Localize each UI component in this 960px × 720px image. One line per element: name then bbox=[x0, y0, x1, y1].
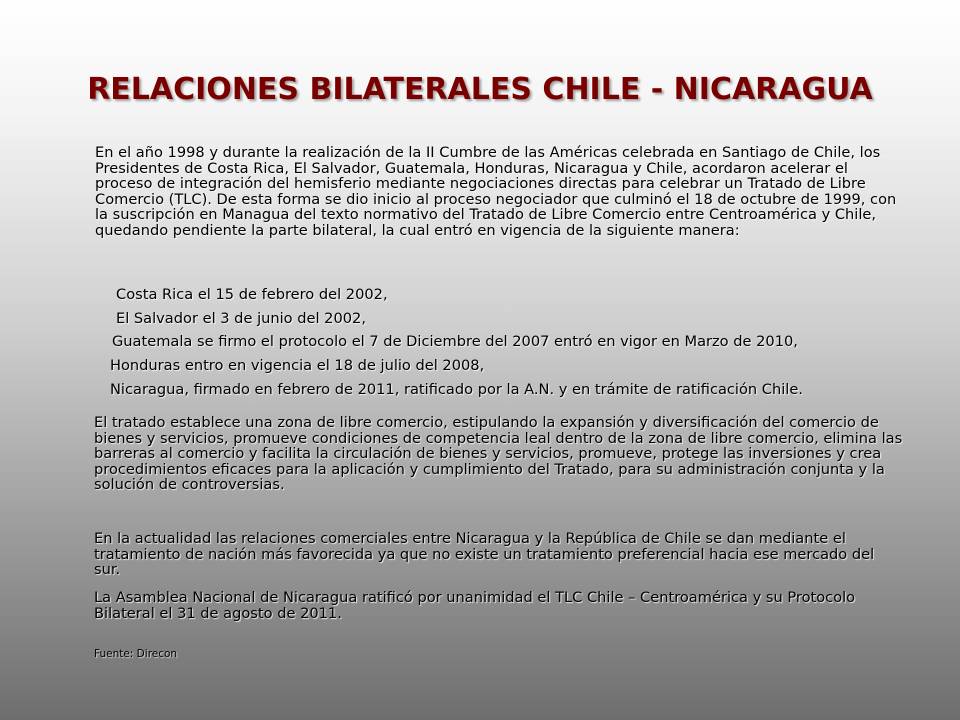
source-note: Fuente: Direcon bbox=[94, 648, 178, 660]
ratification-paragraph: La Asamblea Nacional de Nicaragua ratificó por unanimidad el TLC Chile – Centroamérica y su Protocolo Bilateral el 31 de agosto de 2011. bbox=[94, 589, 856, 622]
country-entry-list bbox=[110, 283, 870, 402]
country-entry-costa-rica: Costa Rica el 15 de febrero del 2002, bbox=[116, 286, 388, 303]
current-relations-paragraph: En la actualidad las relaciones comerciales entre Nicaragua y la República de Chile se dan mediante el tratamiento de nación más favorecida ya que no existe un tratamiento preferencial hacia ese mercado del sur. bbox=[94, 530, 875, 579]
country-entry-guatemala: Guatemala se firmo el protocolo el 7 de Diciembre del 2007 entró en vigor en Marzo de 2010, bbox=[112, 333, 798, 351]
treaty-paragraph: El tratado establece una zona de libre comercio, estipulando la expansión y diversificación del comercio de bienes y servicios, promueve condiciones de competencia leal dentro de la zona de libre comercio, elimina las barreras al comercio y facilita la circulación de bienes y servicios, promueve, protege las inversiones y crea procedimientos eficaces para la aplicación y cumplimiento del Tratado, para su administración conjunta y la solución de controversias. bbox=[94, 414, 903, 494]
country-entry-nicaragua: Nicaragua, firmado en febrero de 2011, ratificado por la A.N. y en trámite de ratificación Chile. bbox=[110, 380, 803, 398]
country-entry-honduras: Honduras entro en vigencia el 18 de julio del 2008, bbox=[110, 357, 485, 375]
intro-paragraph: En el año 1998 y durante la realización de la II Cumbre de las Américas celebrada en Santiago de Chile, los Presidentes de Costa Rica, El Salvador, Guatemala, Honduras, Nicaragua y Chile, acordaron acelerar el proceso de integración del hemisferio mediante negociaciones directas para celebrar un Tratado de Libre Comercio (TLC). De esta forma se dio inicio al proceso negociador que culminó el 18 de octubre de 1999, con la suscripción en Managua del texto normativo del Tratado de Libre Comercio entre Centroamérica y Chile, quedando pendiente la parte bilateral, la cual entró en vigencia de la siguiente manera: bbox=[95, 144, 897, 239]
country-entry-el-salvador: El Salvador el 3 de junio del 2002, bbox=[116, 309, 366, 327]
slide-title: RELACIONES BILATERALES CHILE - NICARAGUA bbox=[87, 72, 873, 107]
